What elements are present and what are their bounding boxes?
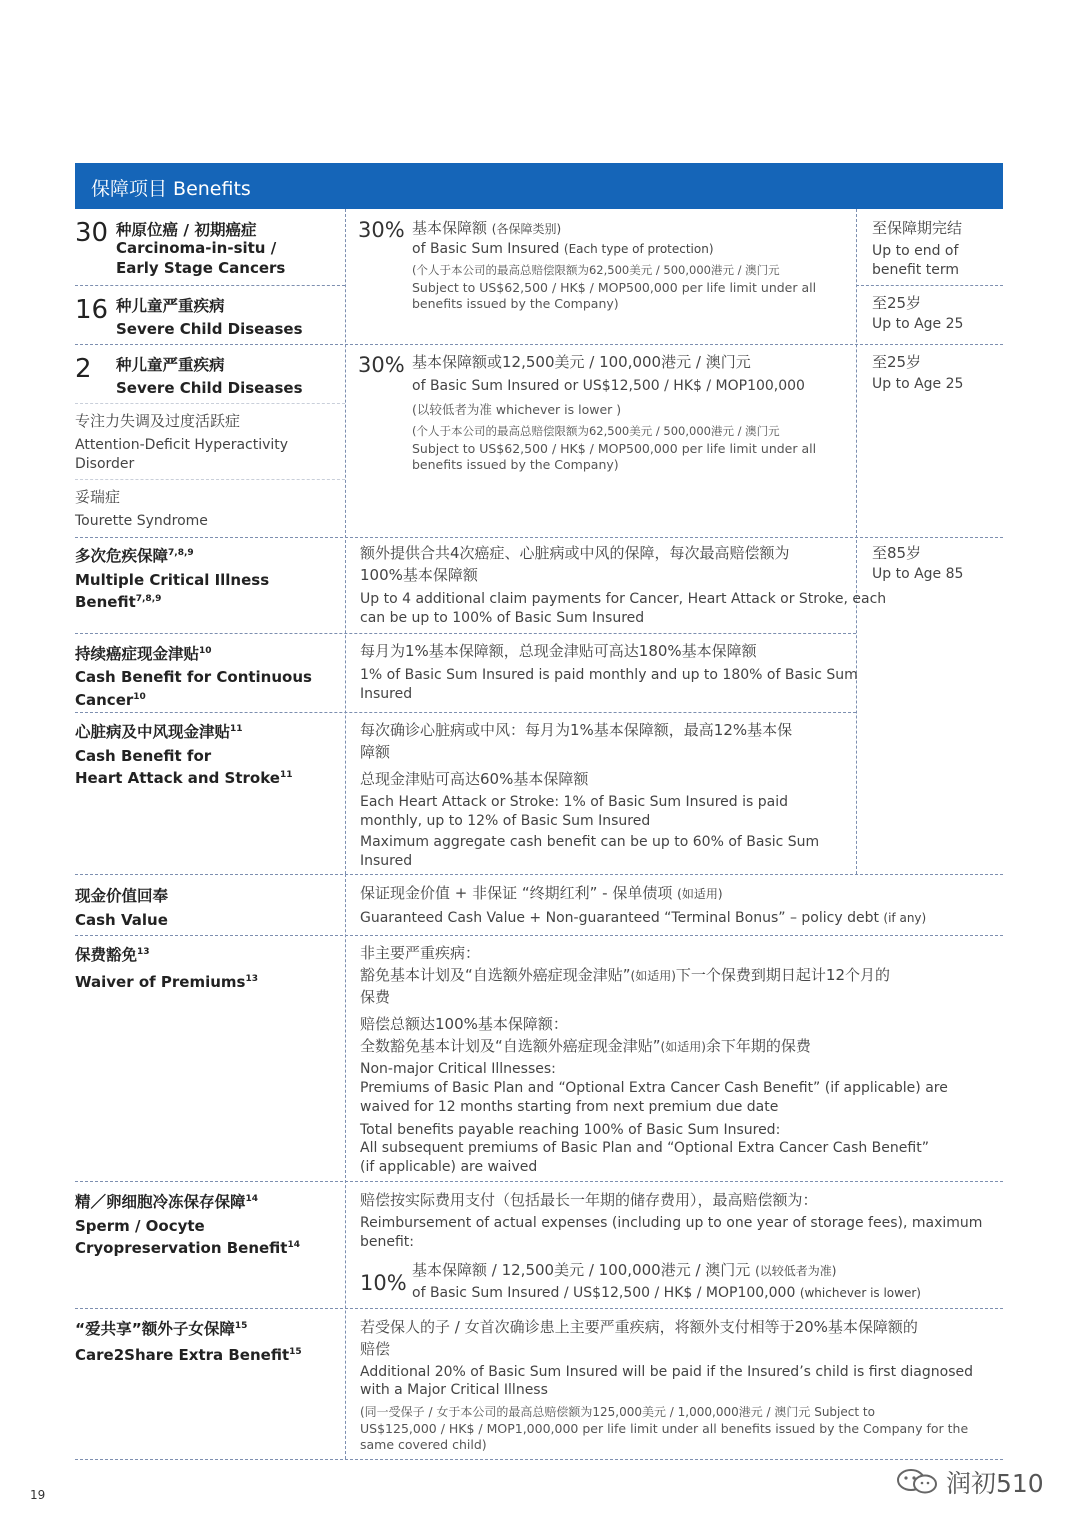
benefit-name-en: Heart Attack and Stroke$^{11}$ xyxy=(75,769,293,787)
benefit-name-zh: 心脏病及中风现金津贴$^{11}$ xyxy=(75,723,243,741)
benefit-desc-zh: 每次确诊心脏病或中风：每月为1%基本保障额，最高12%基本保 xyxy=(360,721,793,739)
row-divider xyxy=(75,1459,1003,1460)
disease-count: 16 xyxy=(75,295,109,325)
benefit-desc-en: All subsequent premiums of Basic Plan and “Optional Extra Cancer Cash Benefit” xyxy=(360,1140,929,1156)
benefit-desc-zh: 总现金津贴可高达60%基本保障额 xyxy=(360,770,589,788)
benefit-name-en: Cryopreservation Benefit$^{14}$ xyxy=(75,1239,300,1257)
benefit-desc-en: Guaranteed Cash Value + Non-guaranteed “Terminal Bonus” – policy debt (if any) xyxy=(360,910,927,926)
benefit-desc-zh: 保证现金价值 + 非保证 “终期红利” - 保单债项 (如适用) xyxy=(360,884,723,902)
benefit-term-en: benefit term xyxy=(872,262,959,278)
benefit-term-en: Up to end of xyxy=(872,243,959,259)
limit-note-en: benefits issued by the Company) xyxy=(412,457,619,472)
benefit-desc-en: Premiums of Basic Plan and “Optional Extra Cancer Cash Benefit” (if applicable) are xyxy=(360,1080,948,1096)
benefit-desc-zh: 若受保人的子 / 女首次确诊患上主要严重疾病，将额外支付相等于20%基本保障额的 xyxy=(360,1318,918,1336)
benefit-name-zh: 精／卵细胞冷冻保存保障$^{14}$ xyxy=(75,1193,259,1211)
benefit-name-en: Multiple Critical Illness xyxy=(75,571,270,589)
benefit-desc-zh: 保费 xyxy=(360,988,391,1006)
row-divider xyxy=(75,285,345,286)
benefit-name-en: Cancer$^{10}$ xyxy=(75,691,146,709)
row-divider xyxy=(75,935,1003,936)
benefit-desc-zh: 豁免基本计划及“自选额外癌症现金津贴”(如适用)下一个保费到期日起计12个月的 xyxy=(360,966,891,984)
benefit-desc-en: Maximum aggregate cash benefit can be up to 60% of Basic Sum xyxy=(360,834,820,850)
benefit-term-zh: 至25岁 xyxy=(872,353,922,371)
benefit-desc-zh: 额外提供合共4次癌症、心脏病或中风的保障，每次最高赔偿额为 xyxy=(360,544,790,562)
benefit-desc-zh: 基本保障额或12,500美元 / 100,000港元 / 澳门元 xyxy=(412,353,751,371)
row-divider xyxy=(75,344,1003,345)
disease-count: 2 xyxy=(75,354,92,384)
benefit-desc-zh: 障额 xyxy=(360,743,391,761)
benefit-percentage: 30% xyxy=(358,353,405,377)
benefit-name-zh: 保费豁免$^{13}$ xyxy=(75,946,150,964)
benefit-term-zh: 至保障期完结 xyxy=(872,219,963,237)
column-divider xyxy=(345,209,346,874)
whichever-lower-note: (以较低者为准 whichever is lower ) xyxy=(412,402,622,417)
row-divider xyxy=(75,633,856,634)
disease-en: Attention-Deficit Hyperactivity xyxy=(75,437,289,453)
benefit-name-zh: 持续癌症现金津贴$^{10}$ xyxy=(75,645,212,663)
benefit-desc-en: 1% of Basic Sum Insured is paid monthly and up to 180% of Basic Sum xyxy=(360,667,858,683)
disease-zh: 专注力失调及过度活跃症 xyxy=(75,412,241,430)
benefit-desc-zh: 赔偿总额达100%基本保障额： xyxy=(360,1015,568,1033)
benefit-name-en: Carcinoma-in-situ / xyxy=(116,239,277,257)
disease-en: Disorder xyxy=(75,456,135,472)
benefit-name-zh: “爱共享”额外子女保障$^{15}$ xyxy=(75,1320,248,1338)
benefit-desc-en: of Basic Sum Insured or US$12,500 / HK$ / MOP100,000 xyxy=(412,378,805,394)
benefit-term-zh: 至85岁 xyxy=(872,544,922,562)
benefit-name-en: Severe Child Diseases xyxy=(116,379,303,397)
limit-note: US$125,000 / HK$ / MOP1,000,000 per life limit under all benefits issued by the Company for the xyxy=(360,1421,969,1436)
disease-count: 30 xyxy=(75,218,109,248)
benefit-name-en: Sperm / Oocyte xyxy=(75,1217,205,1235)
benefit-desc-en: of Basic Sum Insured / US$12,500 / HK$ / MOP100,000 (whichever is lower) xyxy=(412,1285,921,1301)
benefit-term-zh: 至25岁 xyxy=(872,294,922,312)
row-divider xyxy=(75,874,1003,875)
benefit-desc-zh: 基本保障额 (各保障类别) xyxy=(412,219,562,237)
row-divider xyxy=(75,1181,1003,1182)
benefit-desc-en: Reimbursement of actual expenses (including up to one year of storage fees), maximum xyxy=(360,1215,983,1231)
benefits-header xyxy=(75,163,1003,209)
row-divider xyxy=(75,537,1003,538)
limit-note-zh: (个人于本公司的最高总赔偿限额为62,500美元 / 500,000港元 / 澳门元 xyxy=(412,263,780,277)
benefit-desc-en: waived for 12 months starting from next premium due date xyxy=(360,1099,779,1115)
benefit-desc-en: Up to 4 additional claim payments for Cancer, Heart Attack or Stroke, each xyxy=(360,591,887,607)
benefit-name-en: Cash Benefit for Continuous xyxy=(75,668,312,686)
row-divider xyxy=(75,403,345,404)
benefit-desc-en: Total benefits payable reaching 100% of Basic Sum Insured: xyxy=(360,1122,781,1138)
benefit-name-zh: 种原位癌 / 初期癌症 xyxy=(116,221,257,239)
watermark-text: 润初510 xyxy=(946,1469,1044,1498)
benefit-name-en: Care2Share Extra Benefit$^{15}$ xyxy=(75,1346,302,1364)
benefit-desc-en: monthly, up to 12% of Basic Sum Insured xyxy=(360,813,651,829)
benefit-desc-en: benefit: xyxy=(360,1234,415,1250)
benefit-desc-zh: 赔偿按实际费用支付（包括最长一年期的储存费用），最高赔偿额为： xyxy=(360,1191,818,1209)
limit-note-en: Subject to US$62,500 / HK$ / MOP500,000 per life limit under all xyxy=(412,441,817,456)
benefit-name-en: Early Stage Cancers xyxy=(116,259,286,277)
benefit-desc-en: Insured xyxy=(360,686,413,702)
disease-en: Tourette Syndrome xyxy=(75,513,208,529)
benefit-desc-zh: 非主要严重疾病： xyxy=(360,944,481,962)
benefit-desc-en: Additional 20% of Basic Sum Insured will be paid if the Insured’s child is first diagnosed xyxy=(360,1364,973,1380)
row-divider xyxy=(75,479,345,480)
benefit-desc-en: Each Heart Attack or Stroke: 1% of Basic Sum Insured is paid xyxy=(360,794,788,810)
column-divider xyxy=(345,874,346,1459)
benefit-percentage: 10% xyxy=(360,1271,407,1295)
benefit-desc-zh: 赔偿 xyxy=(360,1340,391,1358)
benefit-name-en: Cash Benefit for xyxy=(75,747,212,765)
benefits-title: 保障项目 Benefits xyxy=(91,178,251,200)
benefit-desc-en: can be up to 100% of Basic Sum Insured xyxy=(360,610,645,626)
benefit-name-zh: 种儿童严重疾病 xyxy=(116,356,225,374)
benefit-name-en: Waiver of Premiums$^{13}$ xyxy=(75,973,259,991)
row-divider xyxy=(856,285,1003,286)
benefit-desc-en: Insured xyxy=(360,853,413,869)
row-divider xyxy=(75,712,856,713)
benefit-name-en: Benefit$^{7,8,9}$ xyxy=(75,593,162,611)
benefit-name-zh: 种儿童严重疾病 xyxy=(116,297,225,315)
benefit-desc-en: (if applicable) are waived xyxy=(360,1159,538,1175)
benefit-term-en: Up to Age 25 xyxy=(872,376,964,392)
limit-note-en: benefits issued by the Company) xyxy=(412,296,619,311)
benefit-name-zh: 多次危疾保障$^{7,8,9}$ xyxy=(75,547,194,565)
benefit-desc-zh: 每月为1%基本保障额，总现金津贴可高达180%基本保障额 xyxy=(360,642,757,660)
limit-note: (同一受保子 / 女于本公司的最高总赔偿额为125,000美元 / 1,000,000港元 / 澳门元 Subject to xyxy=(360,1405,875,1419)
benefit-desc-zh: 基本保障额 / 12,500美元 / 100,000港元 / 澳门元 (以较低者为准) xyxy=(412,1261,837,1279)
benefit-name-en: Cash Value xyxy=(75,911,168,929)
benefit-desc-zh: 全数豁免基本计划及“自选额外癌症现金津贴”(如适用)余下年期的保费 xyxy=(360,1037,811,1055)
benefit-term-en: Up to Age 25 xyxy=(872,316,964,332)
column-divider xyxy=(856,209,857,874)
chat-bubbles-icon xyxy=(896,1468,940,1500)
benefit-name-en: Severe Child Diseases xyxy=(116,320,303,338)
benefit-desc-en: of Basic Sum Insured (Each type of protection) xyxy=(412,241,714,257)
benefit-desc-zh: 100%基本保障额 xyxy=(360,566,478,584)
benefit-term-en: Up to Age 85 xyxy=(872,566,964,582)
benefit-desc-en: Non-major Critical Illnesses: xyxy=(360,1061,556,1077)
benefit-desc-en: with a Major Critical Illness xyxy=(360,1382,548,1398)
row-divider xyxy=(75,1308,1003,1309)
benefit-percentage: 30% xyxy=(358,218,405,242)
page-number: 19 xyxy=(30,1488,46,1502)
disease-zh: 妥瑞症 xyxy=(75,488,121,506)
benefit-name-zh: 现金价值回奉 xyxy=(75,887,169,905)
limit-note-en: Subject to US$62,500 / HK$ / MOP500,000 per life limit under all xyxy=(412,280,817,295)
limit-note-zh: (个人于本公司的最高总赔偿限额为62,500美元 / 500,000港元 / 澳门元 xyxy=(412,424,780,438)
limit-note: same covered child) xyxy=(360,1437,487,1452)
